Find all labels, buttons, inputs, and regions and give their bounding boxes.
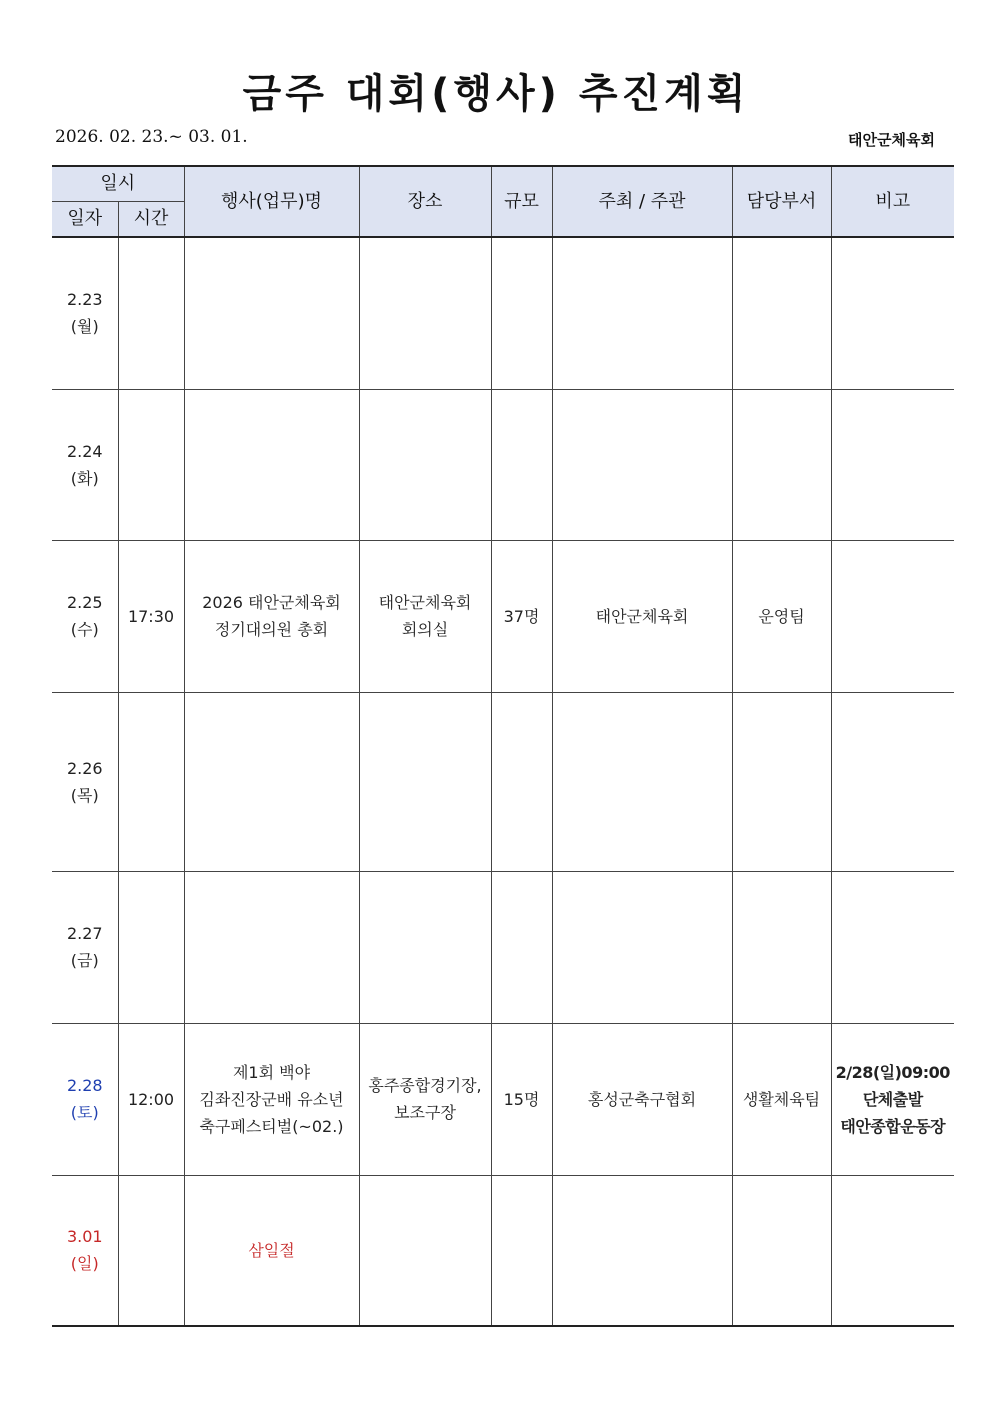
cell-line: 보조구장 — [394, 1103, 456, 1122]
event-cell — [184, 692, 359, 871]
time-cell — [118, 1175, 184, 1326]
note-cell — [831, 1023, 954, 1175]
cell-line: (수) — [70, 620, 99, 639]
place-cell — [359, 1175, 491, 1326]
cell-line: 2.25 — [66, 593, 103, 612]
dept-cell — [732, 1175, 831, 1326]
cell-line: 2.27 — [66, 924, 103, 943]
table-row — [52, 1175, 954, 1326]
date-cell — [52, 237, 118, 389]
cell-line: (목) — [70, 785, 99, 805]
event-cell — [184, 389, 359, 540]
schedule-table — [52, 165, 954, 1327]
note-cell — [831, 237, 954, 389]
scale-cell: 15명 — [491, 1023, 552, 1175]
place-cell — [359, 540, 491, 692]
cell-line: 삼일절 — [248, 1240, 295, 1260]
header-host: 주최 / 주관 — [552, 166, 732, 237]
cell-line: 단체출발 — [862, 1089, 923, 1109]
time-cell — [118, 692, 184, 871]
note-cell — [831, 692, 954, 871]
table-row — [52, 237, 954, 389]
note-cell — [831, 1175, 954, 1326]
time-cell: 12:00 — [118, 1023, 184, 1175]
header-dept: 담당부서 — [732, 166, 831, 237]
date-cell — [52, 692, 118, 871]
cell-line: 2.23 — [66, 290, 103, 310]
cell-line: (토) — [70, 1103, 99, 1122]
page-title: 금주 대회(행사) 추진계획 — [242, 71, 750, 117]
table-row — [52, 692, 954, 871]
cell-line: 2.28 — [66, 1076, 103, 1095]
place-cell — [359, 389, 491, 540]
header-event: 행사(업무)명 — [184, 166, 359, 237]
host-cell: 홍성군축구협회 — [552, 1023, 732, 1175]
time-cell — [118, 389, 184, 540]
dept-cell — [732, 871, 831, 1023]
scale-cell — [491, 871, 552, 1023]
event-cell — [184, 237, 359, 389]
cell-line: 홍주종합경기장, — [368, 1076, 482, 1095]
cell-line: (월) — [70, 317, 99, 337]
header-scale: 규모 — [491, 166, 552, 237]
time-cell — [118, 871, 184, 1023]
period-date: 2026. 02. 23.~ 03. 01. — [55, 127, 248, 147]
event-cell — [184, 1175, 359, 1326]
note-cell — [831, 540, 954, 692]
cell-line: 2.26 — [66, 758, 103, 778]
place-cell — [359, 871, 491, 1023]
table-row — [52, 1023, 954, 1175]
cell-line: 3.01 — [66, 1227, 103, 1247]
note-cell — [831, 871, 954, 1023]
host-cell — [552, 871, 732, 1023]
note-cell — [831, 389, 954, 540]
dept-cell: 생활체육팀 — [732, 1023, 831, 1175]
cell-line: 정기대의원 총회 — [214, 620, 329, 639]
host-cell — [552, 389, 732, 540]
time-cell — [118, 237, 184, 389]
cell-line: 2.24 — [66, 441, 103, 461]
dept-cell: 운영팀 — [732, 540, 831, 692]
table-row — [52, 389, 954, 540]
host-cell — [552, 237, 732, 389]
host-cell — [552, 1175, 732, 1326]
dept-cell — [732, 237, 831, 389]
table-row — [52, 871, 954, 1023]
scale-cell — [491, 389, 552, 540]
host-cell: 태안군체육회 — [552, 540, 732, 692]
cell-line: 축구페스티벌(~02.) — [199, 1116, 344, 1136]
time-cell: 17:30 — [118, 540, 184, 692]
event-cell — [184, 540, 359, 692]
dept-cell — [732, 692, 831, 871]
cell-line: 2026 태안군체육회 — [202, 593, 341, 612]
header-time: 시간 — [118, 201, 184, 237]
event-cell — [184, 871, 359, 1023]
date-cell — [52, 540, 118, 692]
cell-line: (화) — [70, 468, 99, 488]
table-row — [52, 540, 954, 692]
organization-name: 태안군체육회 — [848, 131, 935, 149]
date-cell — [52, 871, 118, 1023]
cell-line: 태안군체육회 — [378, 593, 472, 612]
cell-line: (금) — [70, 951, 99, 970]
header-datetime: 일시 — [52, 166, 184, 201]
scale-cell — [491, 1175, 552, 1326]
header-note: 비고 — [831, 166, 954, 237]
scale-cell — [491, 692, 552, 871]
cell-line: 2/28(일)09:00 — [835, 1062, 950, 1082]
cell-line: 제1회 백야 — [232, 1062, 311, 1082]
scale-cell — [491, 237, 552, 389]
place-cell — [359, 237, 491, 389]
dept-cell — [732, 389, 831, 540]
header-date: 일자 — [52, 201, 118, 237]
header-place: 장소 — [359, 166, 491, 237]
host-cell — [552, 692, 732, 871]
date-cell — [52, 1175, 118, 1326]
cell-line: (일) — [70, 1254, 99, 1274]
event-cell — [184, 1023, 359, 1175]
place-cell — [359, 692, 491, 871]
place-cell — [359, 1023, 491, 1175]
cell-line: 김좌진장군배 유소년 — [199, 1089, 344, 1109]
scale-cell: 37명 — [491, 540, 552, 692]
schedule-rows — [52, 237, 954, 1326]
cell-line: 회의실 — [401, 620, 449, 639]
date-cell — [52, 1023, 118, 1175]
cell-line: 태안종합운동장 — [840, 1116, 946, 1136]
date-cell — [52, 389, 118, 540]
